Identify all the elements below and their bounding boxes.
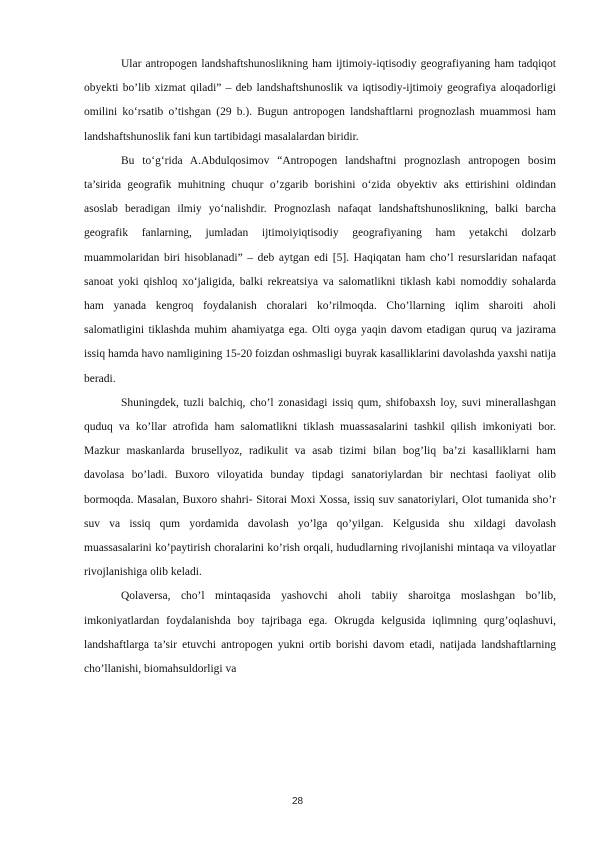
paragraph-2: Bu to‘g‘rida A.Abdulqosimov “Antropogen landshaftni prognozlash antropogen bosim ta’sirida geografik muhitning chuqur o’zgarib borishini o‘zida obyektiv aks ettirishini oldindan asoslab beradigan ilmiy yo‘nalishdir. Prognozlash nafaqat landshaftshunoslikning, balki barcha geografik fanlarning, jumladan ijtimoiyiqtisodiy geografiyaning ham yetakchi dolzarb muammolaridan biri hisoblanadi” – deb aytgan edi [5]. Haqiqatan ham cho’l resurslaridan nafaqat sanoat yoki qishloq xo‘jaligida, balki rekreatsiya va salomatlikni tiklash kabi nomoddiy sohalarda ham yanada kengroq foydalanish choralari ko’rilmoqda. Cho’llarning iqlim sharoiti aholi salomatligini tiklashda muhim ahamiyatga ega. Olti oyga yaqin davom etadigan quruq va jazirama issiq hamda havo namligining 15-20 foizdan oshmasligi buyrak kasalliklarini davolashda yaxshi natija beradi. bbox=[84, 154, 556, 385]
paragraph-3: Shuningdek, tuzli balchiq, cho’l zonasidagi issiq qum, shifobaxsh loy, suvi minerallashgan quduq va ko’llar atrofida ham salomatlikni tiklash muassasalarini tashkil qilish imkoniyati bor. Mazkur maskanlarda brusellyoz, radikulit va asab tizimi bilan bog’liq ba’zi kasalliklarni ham davolasa bo’ladi. Buxoro viloyatida bunday tipdagi sanatoriylardan bir nechtasi faoliyat olib bormoqda. Masalan, Buxoro shahri- Sitorai Moxi Xossa, issiq suv sanatoriylari, Olot tumanida sho’r suv va issiq qum yordamida davolash yo’lga qo’yilgan. Kelgusida shu xildagi davolash muassasalarini ko’paytirish choralarini ko’rish orqali, hududlarning rivojlanishi mintaqa va viloyatlar rivojlanishiga olib keladi. bbox=[84, 396, 556, 579]
body-text bbox=[84, 52, 556, 681]
paragraph-1: Ular antropogen landshaftshunoslikning ham ijtimoiy-iqtisodiy geografiyaning ham tadqiqot obyekti bo’lib xizmat qiladi” – deb landshaftshunoslik va iqtisodiy-ijtimoiy geografiya aloqadorligi omilini ko‘rsatib o’tishgan (29 b.). Bugun antropogen landshaftlarni prognozlash muammosi ham landshaftshunoslik fani kun tartibidagi masalalardan biridir. bbox=[84, 58, 556, 143]
page-number: 28 bbox=[291, 796, 304, 807]
paragraph-4: Qolaversa, cho’l mintaqasida yashovchi aholi tabiiy sharoitga moslashgan bo’lib, imkoniyatlardan foydalanishda boy tajribaga ega. Okrugda kelgusida iqlimning qurg’oqlashuvi, landshaftlarga ta’sir etuvchi antropogen yukni ortib borishi davom etadi, natijada landshaftlarning cho’llanishi, biomahsuldorligi va bbox=[84, 590, 556, 676]
